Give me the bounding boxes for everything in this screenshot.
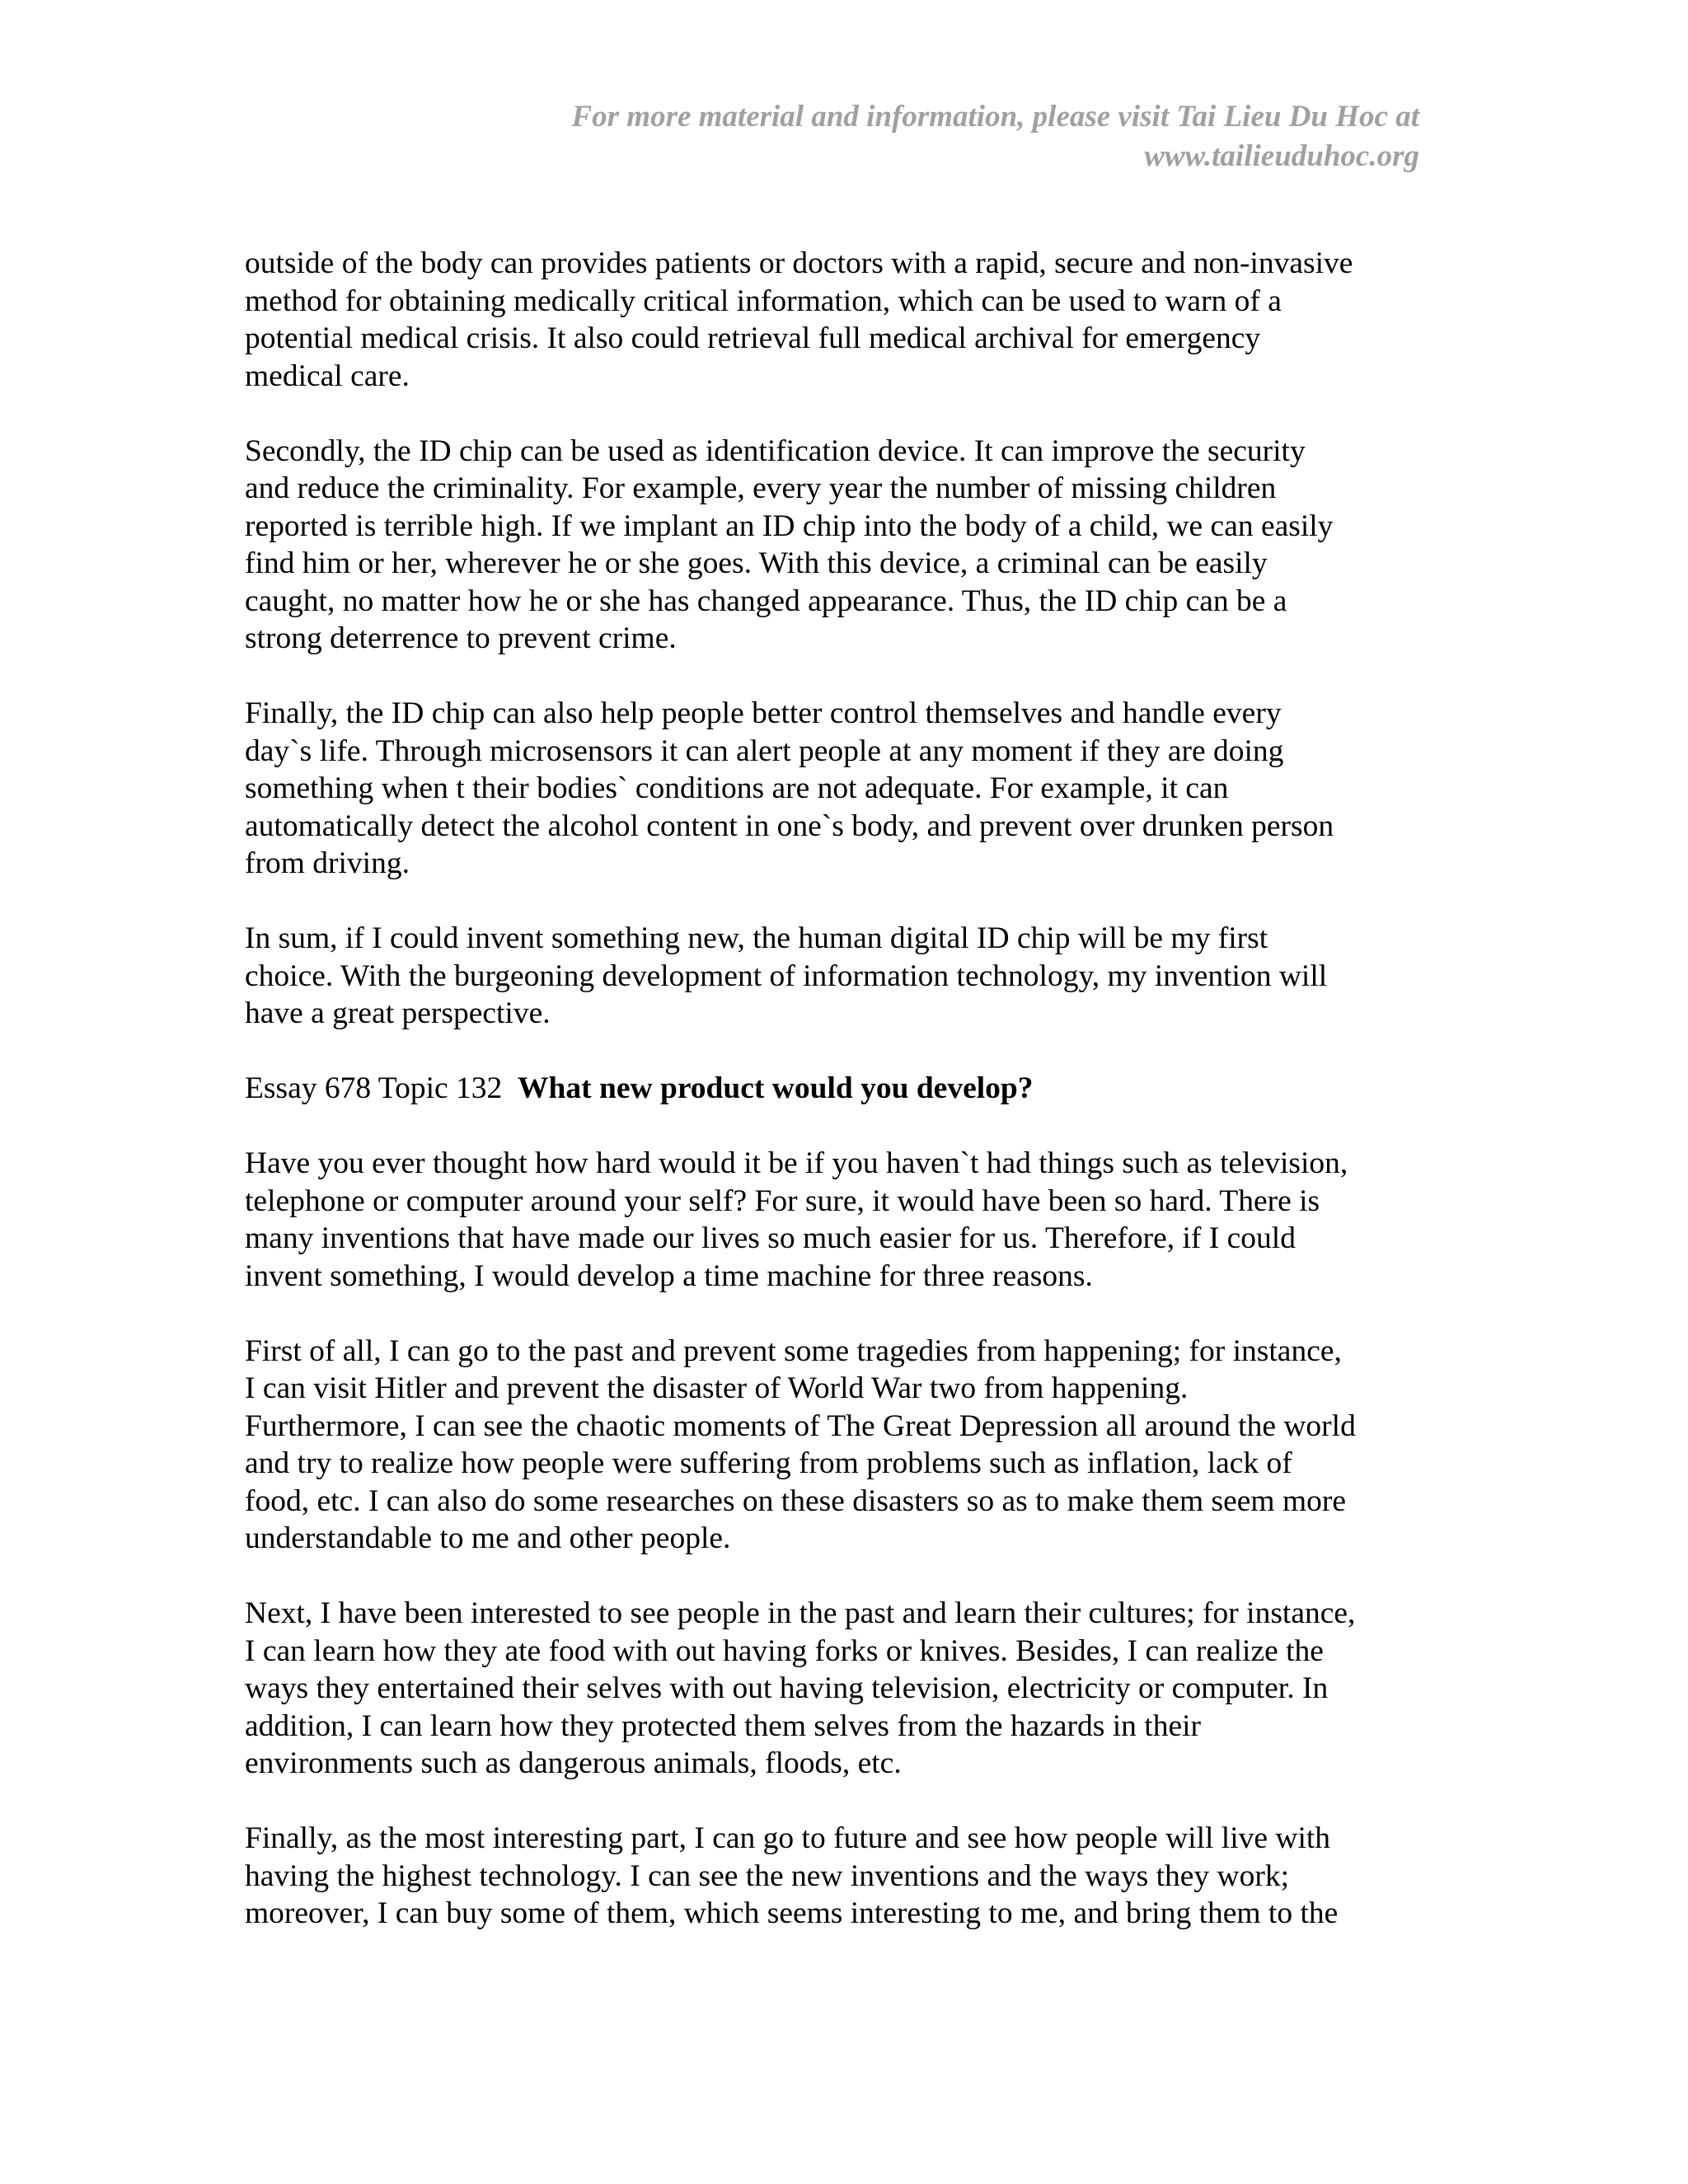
text-line: and try to realize how people were suffering from problems such as inflation, lack of (245, 1446, 1292, 1480)
essay-heading (245, 1070, 1432, 1108)
text-line: First of all, I can go to the past and prevent some tragedies from happening; for instance, (245, 1333, 1342, 1368)
paragraph (245, 1145, 1432, 1295)
document-body (245, 245, 1432, 1970)
text-line: something when t their bodies` conditions are not adequate. For example, it can (245, 771, 1229, 805)
paragraph (245, 433, 1432, 658)
text-line: Finally, as the most interesting part, I can go to future and see how people will live with (245, 1821, 1331, 1855)
text-line: automatically detect the alcohol content in one`s body, and prevent over drunken person (245, 808, 1334, 843)
text-line: Furthermore, I can see the chaotic moments of The Great Depression all around the world (245, 1408, 1356, 1443)
text-line: medical care. (245, 359, 410, 393)
text-line: having the highest technology. I can see the new inventions and the ways they work; (245, 1858, 1290, 1893)
text-line: I can visit Hitler and prevent the disaster of World War two from happening. (245, 1371, 1189, 1405)
text-line: Next, I have been interested to see people in the past and learn their cultures; for instance, (245, 1596, 1356, 1630)
paragraph (245, 1595, 1432, 1783)
text-line: Have you ever thought how hard would it be if you haven`t had things such as television, (245, 1146, 1348, 1180)
header-line-2: www.tailieuduhoc.org (1144, 139, 1419, 173)
text-line: In sum, if I could invent something new, the human digital ID chip will be my first (245, 921, 1268, 955)
text-line: food, etc. I can also do some researches on these disasters so as to make them seem more (245, 1483, 1347, 1518)
text-line: ways they entertained their selves with out having television, electricity or computer. In (245, 1671, 1329, 1705)
text-line: invent something, I would develop a time machine for three reasons. (245, 1258, 1093, 1293)
text-line: understandable to me and other people. (245, 1521, 731, 1555)
text-line: reported is terrible high. If we implant an ID chip into the body of a child, we can easily (245, 509, 1334, 543)
text-line: and reduce the criminality. For example, every year the number of missing children (245, 471, 1277, 505)
text-line: have a great perspective. (245, 996, 551, 1030)
text-line: moreover, I can buy some of them, which seems interesting to me, and bring them to the (245, 1896, 1339, 1930)
paragraph (245, 1820, 1432, 1933)
paragraph (245, 920, 1432, 1033)
text-line: telephone or computer around your self? For sure, it would have been so hard. There is (245, 1183, 1320, 1218)
text-line: outside of the body can provides patients or doctors with a rapid, secure and non-invasive (245, 246, 1353, 280)
text-line: environments such as dangerous animals, floods, etc. (245, 1746, 902, 1780)
text-line: I can learn how they ate food with out having forks or knives. Besides, I can realize the (245, 1633, 1324, 1668)
text-line: method for obtaining medically critical information, which can be used to warn of a (245, 284, 1282, 318)
essay-heading-title: What new product would you develop? (518, 1071, 1034, 1105)
text-line: caught, no matter how he or she has changed appearance. Thus, the ID chip can be a (245, 583, 1287, 618)
text-line: addition, I can learn how they protected them selves from the hazards in their (245, 1708, 1202, 1743)
paragraph (245, 245, 1432, 395)
essay-heading-prefix: Essay 678 Topic 132 (245, 1071, 503, 1105)
paragraph (245, 695, 1432, 883)
text-line: from driving. (245, 846, 410, 880)
text-line: choice. With the burgeoning development of information technology, my invention will (245, 958, 1328, 993)
text-line: strong deterrence to prevent crime. (245, 621, 677, 655)
text-line: find him or her, wherever he or she goes. With this device, a criminal can be easily (245, 546, 1268, 580)
text-line: Secondly, the ID chip can be used as identification device. It can improve the security (245, 434, 1306, 468)
text-line: many inventions that have made our lives so much easier for us. Therefore, if I could (245, 1221, 1296, 1255)
text-line: day`s life. Through microsensors it can alert people at any moment if they are doing (245, 733, 1284, 768)
page-header (511, 97, 1419, 176)
text-line: Finally, the ID chip can also help people better control themselves and handle every (245, 696, 1282, 730)
header-line-1: For more material and information, please visit Tai Lieu Du Hoc at (571, 100, 1419, 134)
text-line: potential medical crisis. It also could retrieval full medical archival for emergency (245, 321, 1261, 355)
paragraph (245, 1333, 1432, 1558)
